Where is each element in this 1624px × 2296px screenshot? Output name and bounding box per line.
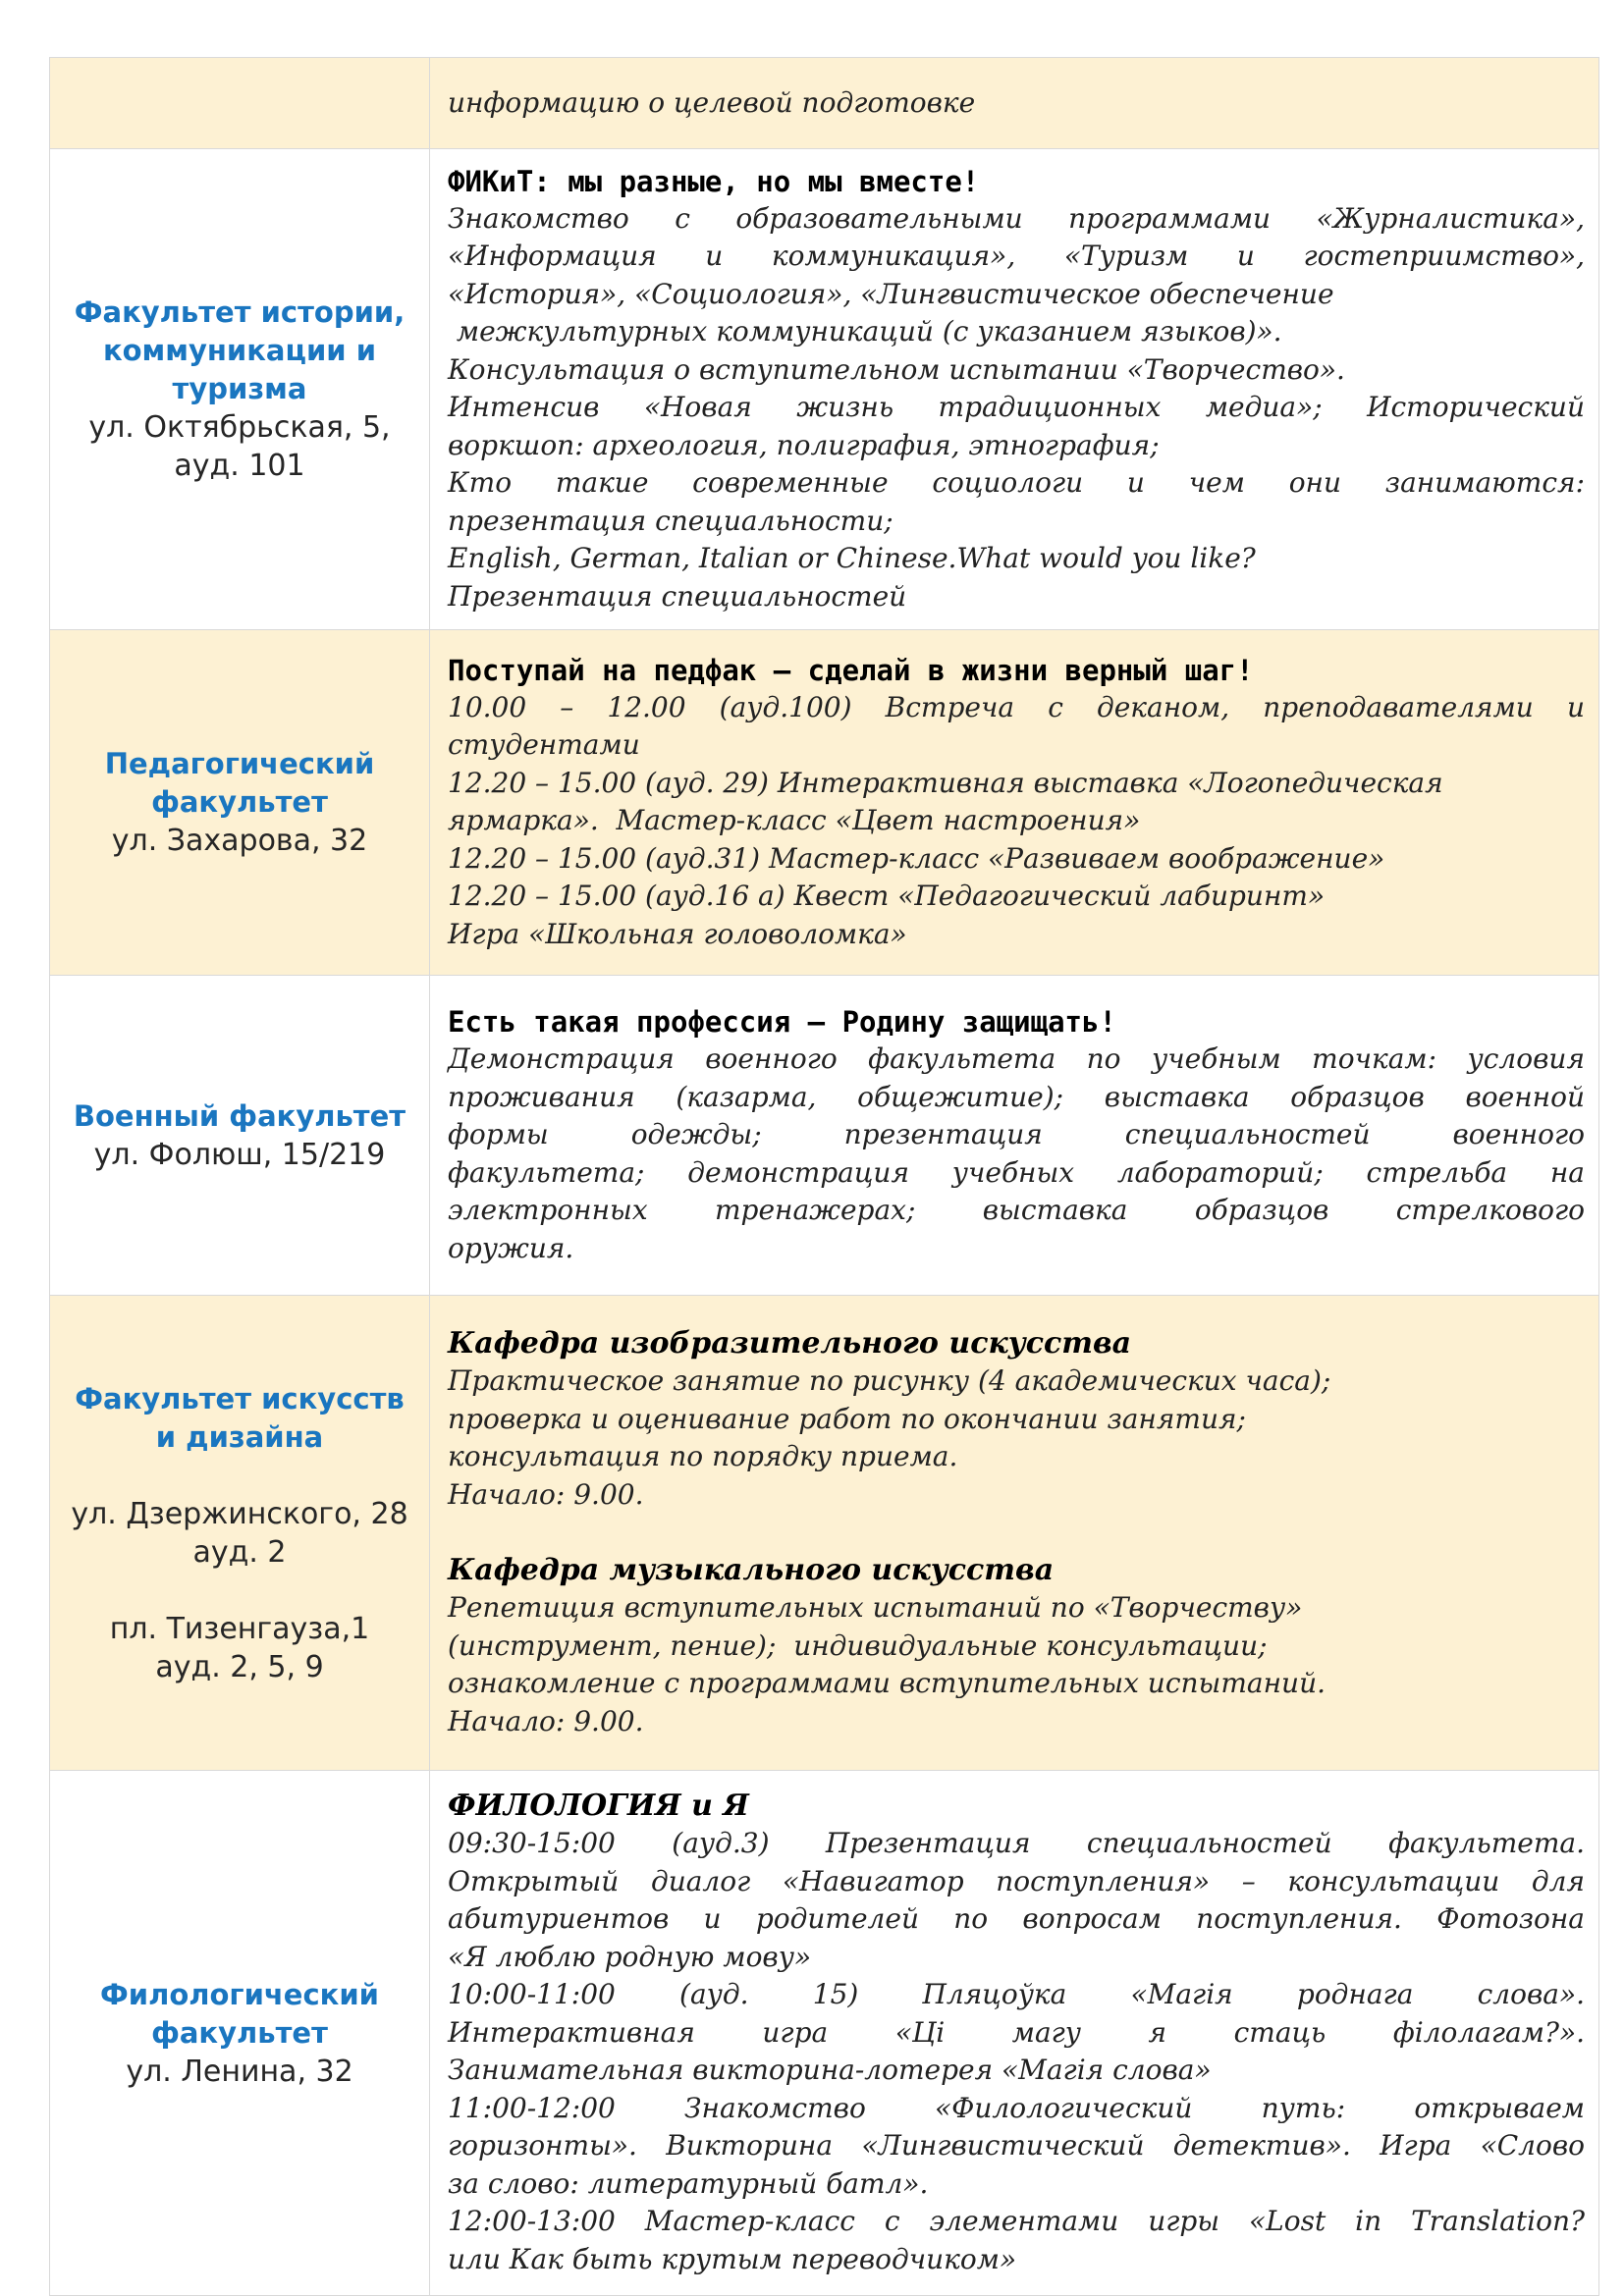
program-line: ознакомление с программами вступительных испытаний.: [448, 1667, 1326, 1699]
faculty-name: Филологический: [100, 1977, 379, 2011]
program-line: ярмарка». Мастер-класс «Цвет настроения»: [448, 804, 1141, 837]
faculty-cell: [50, 149, 430, 630]
event-title: Есть такая профессия – Родину защищать!: [448, 1005, 1116, 1039]
faculty-address: ул. Дзержинского, 28: [71, 1496, 408, 1531]
table-row: [50, 630, 1599, 976]
program-line: 12:00-13:00 Мастер-класс с элементами игры «Lost in Translation?: [448, 2205, 1585, 2237]
program-line: горизонты». Викторина «Лингвистический детектив». Игра «Слово: [448, 2129, 1585, 2162]
program-line: или Как быть крутым переводчиком»: [448, 2242, 1017, 2275]
faculty-cell: [50, 1296, 430, 1771]
program-line: Занимательная викторина-лотерея «Магія слова»: [448, 2054, 1212, 2086]
table-row: [50, 149, 1599, 630]
program-line: 12.20 – 15.00 (ауд. 29) Интерактивная выставка «Логопедическая: [448, 766, 1443, 799]
table-row: [50, 1296, 1599, 1771]
faculty-address: ул. Ленина, 32: [126, 2054, 353, 2089]
program-line: Практическое занятие по рисунку (4 академических часа);: [448, 1364, 1331, 1397]
program-line: «История», «Социология», «Лингвистическое обеспечение: [448, 277, 1334, 310]
program-line: формы одежды; презентация специальностей военного: [448, 1118, 1585, 1150]
open-day-schedule-table: [49, 57, 1599, 2296]
program-line: Начало: 9.00.: [448, 1477, 644, 1511]
faculty-name: Факультет истории,: [74, 295, 406, 329]
program-line: 09:30-15:00 (ауд.3) Презентация специальностей факультета.: [448, 1827, 1585, 1859]
faculty-name: Факультет искусств: [75, 1381, 405, 1415]
department-title: Кафедра изобразительного искусства: [448, 1326, 1132, 1361]
program-line: 10:00-11:00 (ауд. 15) Пляцоўка «Магія роднага слова».: [448, 1978, 1585, 2010]
program-line: Интенсив «Новая жизнь традиционных медиа»; Исторический: [448, 391, 1585, 424]
program-line: Открытый диалог «Навигатор поступления» – консультации для: [448, 1864, 1585, 1897]
program-line: Консультация о вступительном испытании «Творчество».: [448, 352, 1345, 386]
faculty-name: и дизайна: [155, 1419, 324, 1454]
faculty-name: факультет: [151, 785, 328, 819]
program-line: (инструмент, пение); индивидуальные консультации;: [448, 1629, 1268, 1662]
faculty-address: ул. Фолюш, 15/219: [93, 1137, 386, 1172]
event-title: Поступай на педфак – сделай в жизни верный шаг!: [448, 653, 1254, 687]
program-line: 10.00 – 12.00 (ауд.100) Встреча с деканом, преподавателями и: [448, 690, 1585, 723]
table-row: [50, 58, 1599, 149]
faculty-name: коммуникации и: [102, 334, 377, 367]
program-line: межкультурных коммуникаций (с указанием языков)».: [448, 315, 1282, 348]
program-cell: [430, 630, 1599, 976]
table-row: [50, 1771, 1599, 2296]
program-line: Начало: 9.00.: [448, 1704, 644, 1737]
program-line: студентами: [448, 728, 640, 762]
faculty-cell: [50, 976, 430, 1296]
faculty-name: Военный факультет: [73, 1098, 406, 1133]
program-line: Демонстрация военного факультета по учебным точкам: условия: [448, 1042, 1585, 1075]
program-line: воркшоп: археология, полиграфия, этнография;: [448, 428, 1160, 461]
faculty-name: туризма: [172, 372, 307, 405]
program-line: 12.20 – 15.00 (ауд.16 а) Квест «Педагогический лабиринт»: [448, 880, 1326, 913]
program-line: оружия.: [448, 1231, 574, 1264]
program-cell: [430, 1771, 1599, 2296]
program-line: презентация специальности;: [448, 504, 893, 537]
faculty-address: ауд. 2: [192, 1534, 287, 1570]
program-line: Игра «Школьная головоломка»: [448, 917, 907, 950]
event-title: ФИКиТ: мы разные, но мы вместе!: [448, 164, 980, 198]
program-line: консультация по порядку приема.: [448, 1440, 958, 1472]
program-line: Презентация специальностей: [448, 579, 907, 613]
program-line: проживания (казарма, общежитие); выставка образцов военной: [448, 1080, 1585, 1113]
faculty-name: Педагогический: [104, 747, 375, 780]
program-line: «Я люблю родную мову»: [448, 1940, 812, 1973]
program-line: за слово: литературный батл».: [448, 2166, 929, 2200]
faculty-address: пл. Тизенгауза,1: [109, 1611, 370, 1646]
table-row: [50, 976, 1599, 1296]
faculty-name: факультет: [151, 2015, 328, 2050]
faculty-address: ул. Октябрьская, 5,: [88, 410, 391, 445]
program-cell: [430, 58, 1599, 149]
program-line: Интерактивная игра «Ці магу я стаць філолагам?».: [448, 2015, 1585, 2049]
program-line: проверка и оценивание работ по окончании занятия;: [448, 1402, 1246, 1435]
program-line: электронных тренажерах; выставка образцов стрелкового: [448, 1194, 1585, 1226]
program-line: информацию о целевой подготовке: [448, 85, 976, 119]
program-cell: [430, 1296, 1599, 1771]
faculty-address: ул. Захарова, 32: [111, 824, 368, 858]
event-title: ФИЛОЛОГИЯ и Я: [448, 1789, 749, 1823]
program-cell: [430, 976, 1599, 1296]
program-line: Кто такие современные социологи и чем они занимаются:: [448, 466, 1585, 500]
program-line: Репетиция вступительных испытаний по «Творчеству»: [448, 1591, 1303, 1624]
program-cell: [430, 149, 1599, 630]
program-line: 12.20 – 15.00 (ауд.31) Мастер-класс «Развиваем воображение»: [448, 841, 1385, 875]
faculty-cell: [50, 630, 430, 976]
faculty-cell: [50, 1771, 430, 2296]
faculty-cell: [50, 58, 430, 149]
program-line: «Информация и коммуникация», «Туризм и гостеприимство»,: [448, 240, 1585, 273]
faculty-address: ауд. 2, 5, 9: [155, 1649, 324, 1684]
program-line: 11:00-12:00 Знакомство «Филологический путь: открываем: [448, 2091, 1585, 2124]
program-line: факультета; демонстрация учебных лабораторий; стрельба на: [448, 1155, 1585, 1189]
faculty-address: ауд. 101: [174, 449, 305, 483]
program-line: абитуриентов и родителей по вопросам поступления. Фотозона: [448, 1902, 1585, 1935]
program-line: Знакомство с образовательными программами «Журналистика»,: [448, 201, 1585, 235]
program-line: English, German, Italian or Chinese.What would you like?: [448, 542, 1256, 575]
department-title: Кафедра музыкального искусства: [448, 1553, 1055, 1587]
